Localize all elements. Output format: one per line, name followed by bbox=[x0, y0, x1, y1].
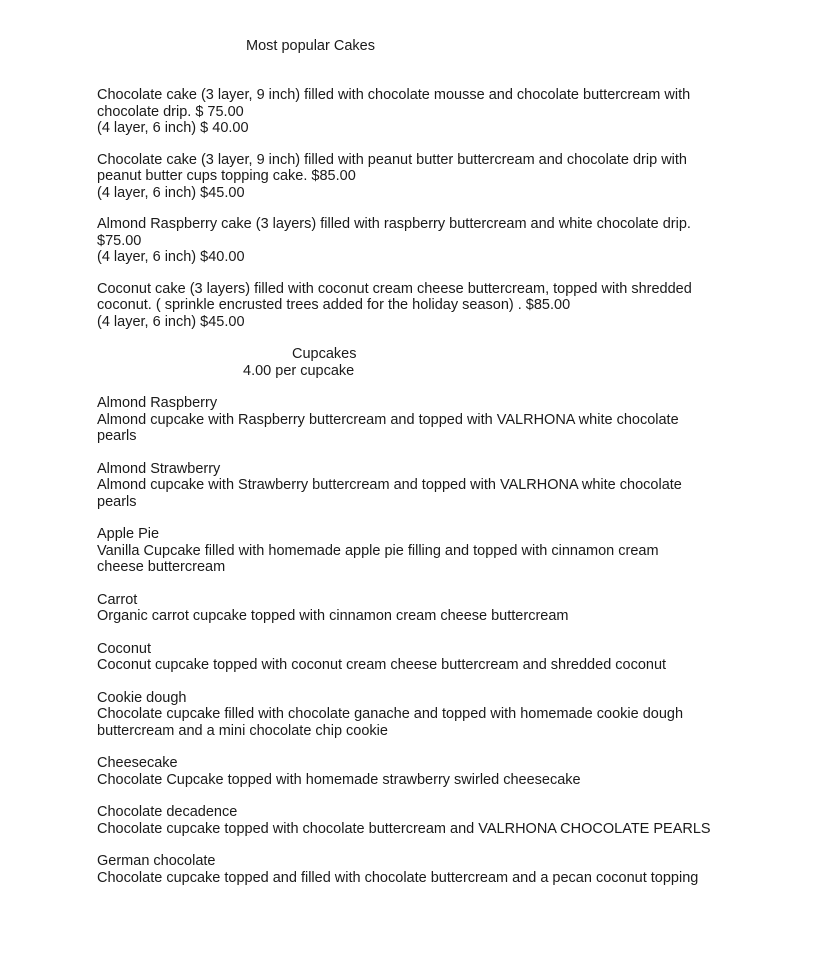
cupcake-item bbox=[97, 592, 757, 625]
cupcake-item bbox=[97, 395, 757, 445]
cake-line: Chocolate cake (3 layer, 9 inch) filled with peanut butter buttercream and chocolate drip with bbox=[97, 151, 687, 168]
cupcake-list bbox=[97, 395, 757, 902]
cupcake-description: Coconut cupcake topped with coconut cream cheese buttercream and shredded coconut bbox=[97, 657, 667, 673]
cupcake-name: Cheesecake bbox=[97, 755, 178, 771]
cupcake-description: Almond cupcake with Strawberry buttercream and topped with VALRHONA white chocolate bbox=[97, 477, 682, 493]
cupcake-description: Almond cupcake with Raspberry buttercream and topped with VALRHONA white chocolate bbox=[97, 411, 679, 428]
cupcake-item bbox=[97, 690, 757, 740]
cake-line: chocolate drip. $ 75.00 bbox=[97, 103, 244, 120]
cake-line: Almond Raspberry cake (3 layers) filled with raspberry buttercream and white chocolate drip. bbox=[97, 216, 691, 232]
cupcake-name: Chocolate decadence bbox=[97, 804, 238, 820]
cupcake-description: Chocolate Cupcake topped with homemade strawberry swirled cheesecake bbox=[97, 771, 581, 788]
cupcake-item bbox=[97, 641, 757, 674]
cake-item bbox=[97, 281, 757, 331]
cake-line: peanut butter cups topping cake. $85.00 bbox=[97, 168, 356, 184]
cake-item bbox=[97, 87, 757, 137]
cake-line: Coconut cake (3 layers) filled with coconut cream cheese buttercream, topped with shredded bbox=[97, 280, 692, 297]
cupcake-name: Apple Pie bbox=[97, 526, 160, 542]
cupcake-description: buttercream and a mini chocolate chip cookie bbox=[97, 722, 388, 739]
cake-line: $75.00 bbox=[97, 232, 142, 249]
cupcakes-price: 4.00 per cupcake bbox=[243, 363, 355, 379]
cupcake-item bbox=[97, 755, 757, 788]
cupcakes-title: Cupcakes bbox=[292, 346, 357, 362]
cupcake-name: German chocolate bbox=[97, 853, 216, 869]
cupcake-name: Almond Strawberry bbox=[97, 460, 221, 477]
cake-line: (4 layer, 6 inch) $ 40.00 bbox=[97, 120, 249, 136]
cupcake-name: Almond Raspberry bbox=[97, 395, 218, 411]
cupcake-description: Chocolate cupcake topped and filled with chocolate buttercream and a pecan coconut topping bbox=[97, 869, 699, 886]
page-title: Most popular Cakes bbox=[246, 38, 375, 54]
cupcake-name: Coconut bbox=[97, 640, 152, 657]
cupcake-description: Chocolate cupcake filled with chocolate ganache and topped with homemade cookie dough bbox=[97, 706, 684, 722]
cupcake-description: cheese buttercream bbox=[97, 559, 226, 575]
cupcake-item bbox=[97, 526, 757, 576]
cupcake-name: Cookie dough bbox=[97, 689, 187, 706]
cupcake-description: Organic carrot cupcake topped with cinnamon cream cheese buttercream bbox=[97, 608, 569, 624]
cupcake-description: pearls bbox=[97, 493, 137, 510]
cupcake-item bbox=[97, 853, 757, 886]
cupcake-name: Carrot bbox=[97, 591, 138, 608]
cake-item bbox=[97, 216, 757, 266]
cake-line: (4 layer, 6 inch) $40.00 bbox=[97, 249, 245, 265]
cake-line: Chocolate cake (3 layer, 9 inch) filled with chocolate mousse and chocolate buttercream with bbox=[97, 87, 691, 103]
cupcake-description: Chocolate cupcake topped with chocolate buttercream and VALRHONA CHOCOLATE PEARLS bbox=[97, 820, 711, 837]
cupcake-item bbox=[97, 461, 757, 511]
cupcake-item bbox=[97, 804, 757, 837]
cake-line: (4 layer, 6 inch) $45.00 bbox=[97, 313, 245, 330]
cake-line: (4 layer, 6 inch) $45.00 bbox=[97, 184, 245, 201]
cupcake-description: pearls bbox=[97, 428, 137, 444]
cake-item bbox=[97, 152, 757, 202]
cupcake-description: Vanilla Cupcake filled with homemade apple pie filling and topped with cinnamon cream bbox=[97, 542, 659, 559]
cake-line: coconut. ( sprinkle encrusted trees added for the holiday season) . $85.00 bbox=[97, 297, 571, 313]
cake-list bbox=[97, 87, 757, 345]
